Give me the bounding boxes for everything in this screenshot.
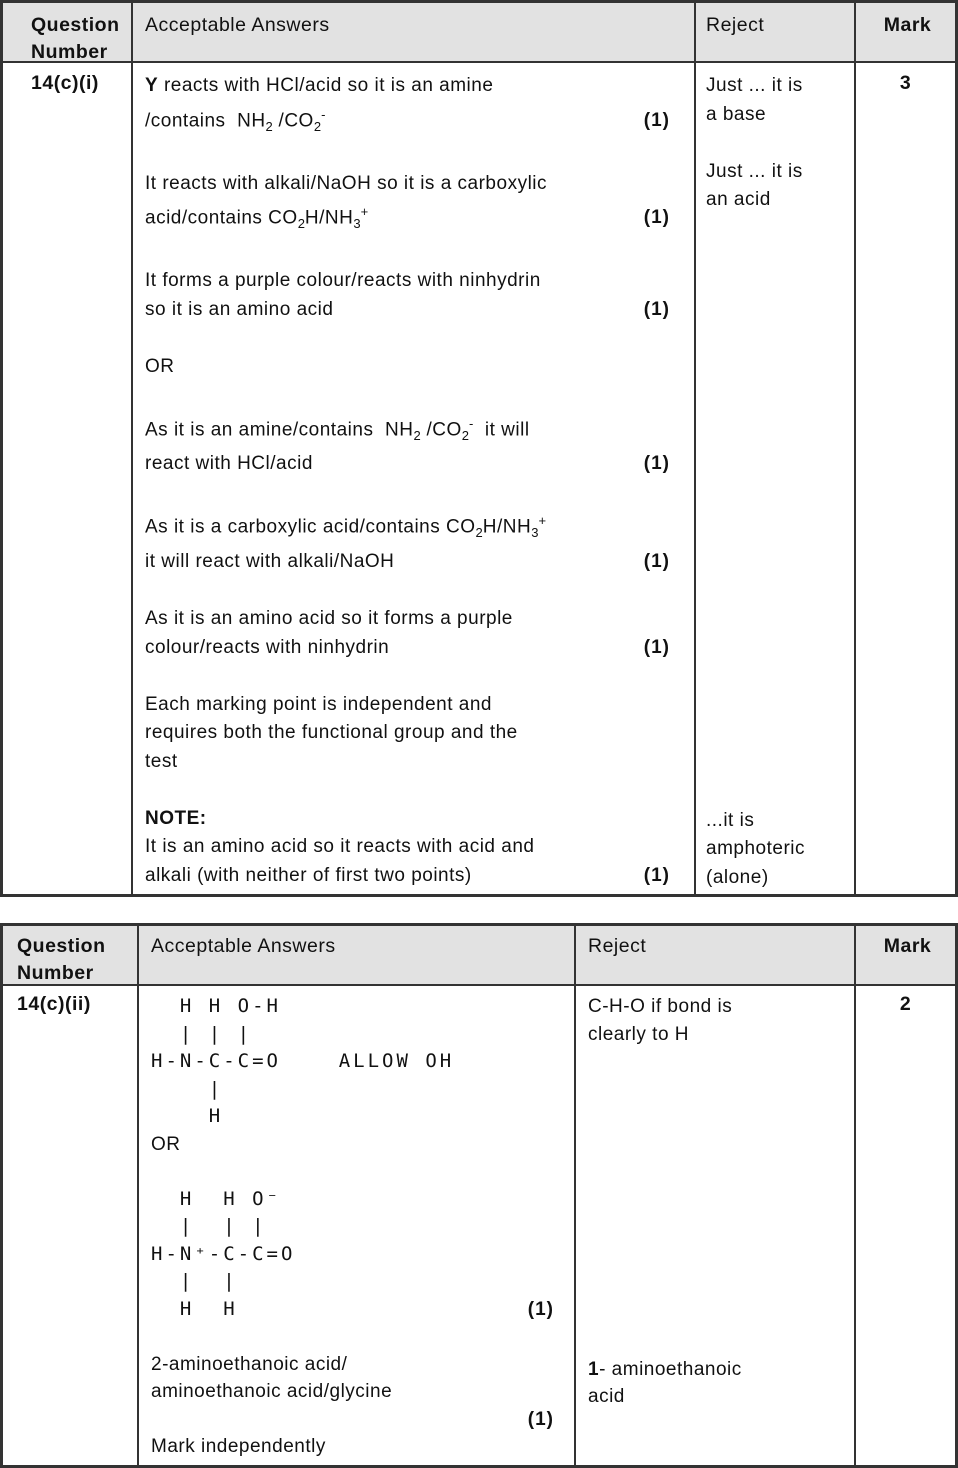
- mark-cell: 2: [899, 993, 912, 1015]
- reject-top-block: [588, 993, 848, 1048]
- table-row: [3, 986, 955, 1465]
- text-line: so it is an amino acid (1): [145, 296, 670, 325]
- text-line: Just ... it is: [706, 160, 803, 182]
- text-line: As it is an amino acid so it forms a purple: [145, 608, 513, 629]
- text-line: [151, 1406, 554, 1434]
- text-line: [145, 381, 670, 410]
- reject-spacer: [706, 215, 848, 807]
- text-line: OR: [151, 1133, 181, 1155]
- reject-bottom-block: [588, 1356, 848, 1411]
- structure-line: H-N⁺-C-C=O: [151, 1242, 296, 1265]
- text-line: it will react with alkali/NaOH (1): [145, 548, 670, 577]
- reject-spacer: [588, 1048, 848, 1356]
- question-number-cell: 14(c)(i): [3, 63, 133, 894]
- header-question-number: Question Number: [3, 3, 133, 61]
- header-mark: Mark: [883, 935, 932, 957]
- mark-point-value: (1): [643, 298, 670, 320]
- table-row: [3, 63, 955, 894]
- text-line: C-H-O if bond is: [588, 996, 733, 1017]
- mark-point-value: (1): [643, 453, 670, 475]
- header-reject: Reject: [576, 926, 856, 984]
- mark-point-value: (1): [527, 1298, 554, 1320]
- structure-line: | | |: [151, 1215, 267, 1237]
- text-line: As it is a carboxylic acid/contains $CO_2H/NH_3^+$: [145, 513, 547, 541]
- text-line: /contains $NH_2$ $/CO_2^-$ (1): [145, 106, 670, 134]
- structure-line: |: [151, 1077, 224, 1100]
- text-line: [145, 239, 670, 268]
- mark-point-value: (1): [527, 1408, 554, 1430]
- header-acceptable-answers: Acceptable Answers: [133, 3, 696, 61]
- text-line: Mark independently: [151, 1436, 326, 1457]
- text-line: ...it is: [706, 809, 755, 831]
- header-acceptable-answers: Acceptable Answers: [139, 926, 576, 984]
- text-line: Each marking point is independent and: [145, 693, 493, 715]
- text-line: [151, 1323, 554, 1351]
- text-line: [145, 776, 670, 805]
- structure-line: H H O-H: [151, 995, 281, 1017]
- header-mark: Mark: [883, 14, 932, 36]
- acceptable-answers-cell: [133, 63, 696, 894]
- text-line: [706, 129, 848, 158]
- structure-line: H: [151, 1105, 224, 1127]
- text-line: Y reacts with HCl/acid so it is an amine: [145, 75, 494, 96]
- text-line: [145, 577, 670, 606]
- structure-line: H-N-C-C=O ALLOW OH: [151, 1050, 455, 1072]
- reject-top-block: [706, 72, 848, 215]
- mark-scheme-table-14cii: [0, 923, 958, 1468]
- structure-line: H H O⁻: [151, 1187, 281, 1210]
- structure-line: | |: [151, 1270, 238, 1292]
- text-line: [151, 1158, 554, 1186]
- table-header-row: [3, 3, 955, 63]
- text-line: test: [145, 750, 178, 772]
- text-line: an acid: [706, 189, 771, 210]
- text-line: (alone): [706, 866, 769, 888]
- text-line: 1- aminoethanoic: [588, 1358, 742, 1380]
- reject-cell: [576, 986, 856, 1465]
- text-line: OR: [145, 355, 175, 377]
- text-line: [145, 324, 670, 353]
- mark-point-value: (1): [643, 207, 670, 229]
- mark-point-value: (1): [643, 864, 670, 886]
- text-line: It reacts with alkali/NaOH so it is a carboxylic: [145, 172, 548, 194]
- text-line: a base: [706, 103, 767, 125]
- text-line: [145, 141, 670, 170]
- text-line: [145, 662, 670, 691]
- text-line: NOTE:: [145, 807, 207, 829]
- question-number-cell: 14(c)(ii): [3, 986, 139, 1465]
- mark-point-value: (1): [643, 109, 670, 131]
- text-line: aminoethanoic acid/glycine: [151, 1381, 393, 1402]
- text-line: It forms a purple colour/reacts with ninhydrin: [145, 270, 541, 292]
- text-line: [145, 479, 670, 508]
- header-reject: Reject: [696, 3, 856, 61]
- text-line: react with HCl/acid (1): [145, 450, 670, 479]
- structure-line: H H (1): [151, 1296, 554, 1324]
- text-line: colour/reacts with ninhydrin (1): [145, 634, 670, 663]
- text-line: alkali (with neither of first two points) (1): [145, 862, 670, 891]
- reject-bottom-block: [706, 807, 848, 893]
- text-line: As it is an amine/contains $NH_2$ $/CO_2^-$ it will: [145, 415, 530, 443]
- mark-point-value: (1): [643, 636, 670, 658]
- structure-line: | | |: [151, 1022, 253, 1045]
- text-line: amphoteric: [706, 838, 805, 859]
- text-line: clearly to H: [588, 1023, 690, 1045]
- mark-point-value: (1): [643, 551, 670, 572]
- text-line: It is an amino acid so it reacts with acid and: [145, 836, 535, 857]
- header-question-number: Question Number: [3, 926, 139, 984]
- text-line: 2-aminoethanoic acid/: [151, 1353, 348, 1375]
- reject-cell: [696, 63, 856, 894]
- text-line: acid: [588, 1386, 625, 1407]
- acceptable-answers-cell: [139, 986, 576, 1465]
- text-line: requires both the functional group and the: [145, 722, 518, 743]
- mark-cell: 3: [899, 72, 912, 94]
- text-line: Just ... it is: [706, 75, 803, 96]
- text-line: acid/contains $CO_2H/NH_3^+$ (1): [145, 204, 670, 232]
- table-header-row: [3, 926, 955, 986]
